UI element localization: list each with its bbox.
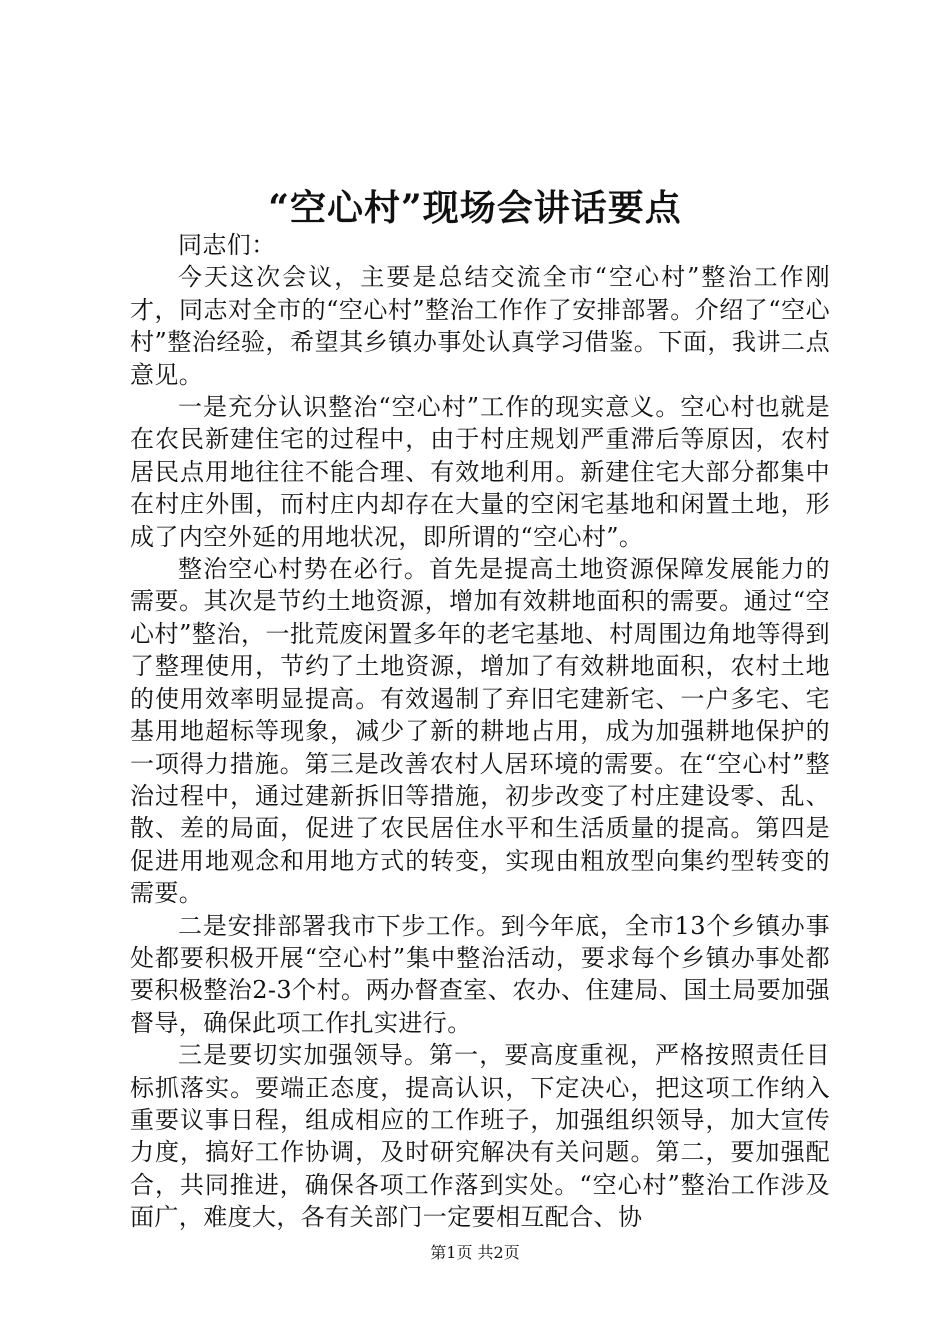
paragraph-necessity: 整治空心村势在必行。首先是提高土地资源保障发展能力的需要。其次是节约土地资源，增加有效耕地面积的需要。通过“空心村”整治，一批荒废闲置多年的老宅基地、村周围边角地等得到了整理使用，节约了土地资源，增加了有效耕地面积，农村土地的使用效率明显提高。有效遏制了弃旧宅建新宅、一户多宅、宅基用地超标等现象，减少了新的耕地占用，成为加强耕地保护的一项得力措施。第三是改善农村人居环境的需要。在“空心村”整治过程中，通过建新拆旧等措施，初步改变了村庄建设零、乱、散、差的局面，促进了农民居住水平和生活质量的提高。第四是促进用地观念和用地方式的转变，实现由粗放型向集约型转变的需要。 <box>130 555 830 908</box>
paragraph-point-two: 二是安排部署我市下步工作。到今年底，全市13个乡镇办事处都要积极开展“空心村”集中整治活动，要求每个乡镇办事处都要积极整治2-3个村。两办督查室、农办、住建局、国土局要加强督导，确保此项工作扎实进行。 <box>130 911 830 1037</box>
paragraph-greeting: 同志们： <box>178 231 276 259</box>
document-body <box>130 229 830 1234</box>
paragraph-point-one: 一是充分认识整治“空心村”工作的现实意义。空心村也就是在农民新建住宅的过程中，由于村庄规划严重滞后等原因，农村居民点用地往往不能合理、有效地利用。新建住宅大部分都集中在村庄外围，而村庄内却存在大量的空闲宅基地和闲置土地，形成了内空外延的用地状况，即所谓的“空心村”。 <box>130 393 830 551</box>
paragraph-point-three: 三是要切实加强领导。第一，要高度重视，严格按照责任目标抓落实。要端正态度，提高认识，下定决心，把这项工作纳入重要议事日程，组成相应的工作班子，加强组织领导，加大宣传力度，搞好工作协调，及时研究解决有关问题。第二，要加强配合，共同推进，确保各项工作落到实处。“空心村”整治工作涉及面广，难度大，各有关部门一定要相互配合、协 <box>130 1041 830 1232</box>
document-title: “空心村”现场会讲话要点 <box>268 187 682 229</box>
page-number-footer: 第1页 共2页 <box>430 1243 520 1262</box>
paragraph-intro: 今天这次会议，主要是总结交流全市“空心村”整治工作刚才，同志对全市的“空心村”整治工作作了安排部署。介绍了“空心村”整治经验，希望其乡镇办事处认真学习借鉴。下面，我讲二点意见。 <box>130 263 830 389</box>
